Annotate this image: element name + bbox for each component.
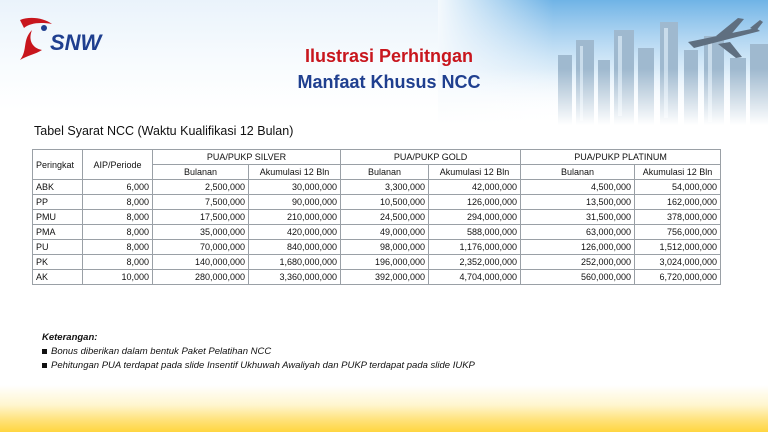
value-cell: 840,000,000 (249, 240, 341, 255)
rank-cell: ABK (33, 180, 83, 195)
subheader-akumulasi: Akumulasi 12 Bln (249, 165, 341, 180)
value-cell: 63,000,000 (521, 225, 635, 240)
value-cell: 3,360,000,000 (249, 270, 341, 285)
value-cell: 70,000,000 (153, 240, 249, 255)
subheader-bulanan: Bulanan (153, 165, 249, 180)
value-cell: 126,000,000 (429, 195, 521, 210)
value-cell: 4,704,000,000 (429, 270, 521, 285)
notes-heading: Keterangan: (42, 332, 98, 343)
aip-cell: 8,000 (83, 210, 153, 225)
note-text: Bonus diberikan dalam bentuk Paket Pelatihan NCC (51, 346, 272, 357)
table-row (33, 195, 721, 210)
value-cell: 3,300,000 (341, 180, 429, 195)
rank-cell: AK (33, 270, 83, 285)
table-row (33, 240, 721, 255)
note-item (42, 359, 475, 373)
value-cell: 252,000,000 (521, 255, 635, 270)
value-cell: 294,000,000 (429, 210, 521, 225)
value-cell: 24,500,000 (341, 210, 429, 225)
value-cell: 10,500,000 (341, 195, 429, 210)
value-cell: 1,512,000,000 (635, 240, 721, 255)
value-cell: 162,000,000 (635, 195, 721, 210)
table-row (33, 210, 721, 225)
notes (42, 331, 475, 373)
aip-cell: 10,000 (83, 270, 153, 285)
value-cell: 1,680,000,000 (249, 255, 341, 270)
table-row (33, 180, 721, 195)
header-group-silver: PUA/PUKP SILVER (153, 150, 341, 165)
value-cell: 35,000,000 (153, 225, 249, 240)
aip-cell: 8,000 (83, 195, 153, 210)
svg-text:SNW: SNW (50, 30, 102, 55)
header-group-platinum: PUA/PUKP PLATINUM (521, 150, 721, 165)
note-item (42, 345, 475, 359)
header-aip-periode: AIP/Periode (83, 150, 153, 180)
value-cell: 560,000,000 (521, 270, 635, 285)
value-cell: 49,000,000 (341, 225, 429, 240)
value-cell: 126,000,000 (521, 240, 635, 255)
value-cell: 30,000,000 (249, 180, 341, 195)
aip-cell: 8,000 (83, 240, 153, 255)
value-cell: 13,500,000 (521, 195, 635, 210)
value-cell: 2,352,000,000 (429, 255, 521, 270)
table-row (33, 225, 721, 240)
aip-cell: 8,000 (83, 255, 153, 270)
value-cell: 31,500,000 (521, 210, 635, 225)
value-cell: 280,000,000 (153, 270, 249, 285)
subheader-akumulasi: Akumulasi 12 Bln (635, 165, 721, 180)
value-cell: 54,000,000 (635, 180, 721, 195)
value-cell: 6,720,000,000 (635, 270, 721, 285)
value-cell: 4,500,000 (521, 180, 635, 195)
rank-cell: PU (33, 240, 83, 255)
rank-cell: PP (33, 195, 83, 210)
value-cell: 7,500,000 (153, 195, 249, 210)
subheader-bulanan: Bulanan (341, 165, 429, 180)
rank-cell: PK (33, 255, 83, 270)
value-cell: 3,024,000,000 (635, 255, 721, 270)
value-cell: 17,500,000 (153, 210, 249, 225)
aip-cell: 8,000 (83, 225, 153, 240)
aip-cell: 6,000 (83, 180, 153, 195)
rank-cell: PMA (33, 225, 83, 240)
value-cell: 210,000,000 (249, 210, 341, 225)
value-cell: 378,000,000 (635, 210, 721, 225)
value-cell: 588,000,000 (429, 225, 521, 240)
value-cell: 392,000,000 (341, 270, 429, 285)
bullet-icon (42, 349, 47, 354)
subheader-akumulasi: Akumulasi 12 Bln (429, 165, 521, 180)
subheader-bulanan: Bulanan (521, 165, 635, 180)
header-group-gold: PUA/PUKP GOLD (341, 150, 521, 165)
table-row (33, 255, 721, 270)
value-cell: 2,500,000 (153, 180, 249, 195)
value-cell: 1,176,000,000 (429, 240, 521, 255)
value-cell: 756,000,000 (635, 225, 721, 240)
bullet-icon (42, 363, 47, 368)
value-cell: 98,000,000 (341, 240, 429, 255)
value-cell: 420,000,000 (249, 225, 341, 240)
title-line-2: Manfaat Khusus NCC (297, 72, 481, 92)
ncc-requirements-table (32, 149, 721, 285)
value-cell: 42,000,000 (429, 180, 521, 195)
header-peringkat: Peringkat (33, 150, 83, 180)
note-text: Pehitungan PUA terdapat pada slide Insentif Ukhuwah Awaliyah dan PUKP terdapat pada slide IUKP (51, 360, 475, 371)
title-line-1: Ilustrasi Perhitngan (304, 46, 474, 66)
table-row (33, 270, 721, 285)
value-cell: 90,000,000 (249, 195, 341, 210)
value-cell: 140,000,000 (153, 255, 249, 270)
rank-cell: PMU (33, 210, 83, 225)
value-cell: 196,000,000 (341, 255, 429, 270)
table-caption: Tabel Syarat NCC (Waktu Kualifikasi 12 Bulan) (34, 124, 294, 138)
